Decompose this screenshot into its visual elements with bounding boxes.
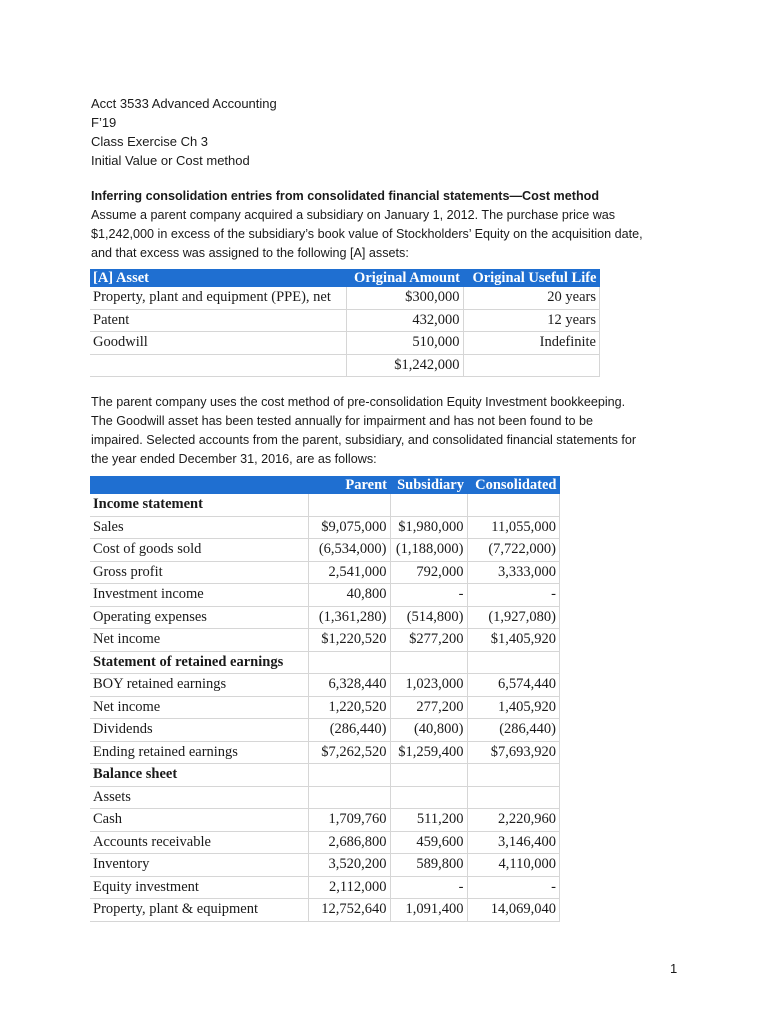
cell-value: 2,686,800 — [308, 831, 390, 854]
cell-value: - — [467, 876, 560, 899]
cell-value — [308, 764, 390, 787]
table-row — [90, 741, 560, 764]
row-label — [90, 354, 346, 377]
table-row — [90, 831, 560, 854]
asset-row — [90, 354, 600, 377]
cell-value: 12 years — [463, 309, 600, 332]
cell-value: - — [467, 584, 560, 607]
table-row — [90, 764, 560, 787]
table-row — [90, 854, 560, 877]
asset-row — [90, 287, 600, 309]
cell-value: 511,200 — [390, 809, 467, 832]
section-heading: Inferring consolidation entries from consolidated financial statements—Cost method — [91, 189, 600, 203]
cell-value: 1,023,000 — [390, 674, 467, 697]
table-row — [90, 494, 560, 516]
cell-value: 792,000 — [390, 561, 467, 584]
table-row — [90, 539, 560, 562]
cell-value: $1,242,000 — [346, 354, 463, 377]
row-label: Inventory — [90, 854, 308, 877]
intro-line: and that excess was assigned to the following [A] assets: — [91, 246, 409, 260]
cell-value: 589,800 — [390, 854, 467, 877]
asset-table — [90, 269, 600, 377]
row-label: Gross profit — [90, 561, 308, 584]
cell-value — [467, 651, 560, 674]
cell-value: 3,146,400 — [467, 831, 560, 854]
row-label: Income statement — [90, 494, 308, 516]
cell-value: $7,693,920 — [467, 741, 560, 764]
term: F’19 — [91, 115, 117, 130]
course-title: Acct 3533 Advanced Accounting — [91, 96, 277, 111]
cell-value: 4,110,000 — [467, 854, 560, 877]
cell-value: (1,361,280) — [308, 606, 390, 629]
desc-line: impaired. Selected accounts from the parent, subsidiary, and consolidated financial statements for — [91, 433, 637, 447]
row-label: Property, plant & equipment — [90, 899, 308, 922]
table-row — [90, 606, 560, 629]
cell-value: (7,722,000) — [467, 539, 560, 562]
cell-value — [308, 494, 390, 516]
table-row — [90, 899, 560, 922]
row-label: Dividends — [90, 719, 308, 742]
cell-value: 3,333,000 — [467, 561, 560, 584]
cell-value: 6,574,440 — [467, 674, 560, 697]
table-row — [90, 561, 560, 584]
table-row — [90, 651, 560, 674]
cell-value: $1,259,400 — [390, 741, 467, 764]
cell-value: 1,405,920 — [467, 696, 560, 719]
table-row — [90, 719, 560, 742]
cell-value — [390, 494, 467, 516]
cell-value — [463, 354, 600, 377]
cell-value: 459,600 — [390, 831, 467, 854]
row-label: Investment income — [90, 584, 308, 607]
exercise-title: Class Exercise Ch 3 — [91, 134, 209, 149]
asset-row — [90, 309, 600, 332]
table-row — [90, 629, 560, 652]
row-label: Cost of goods sold — [90, 539, 308, 562]
desc-line: The parent company uses the cost method of pre-consolidation Equity Investment bookkeeping. — [91, 395, 626, 409]
cell-value: - — [390, 876, 467, 899]
cell-value: 2,112,000 — [308, 876, 390, 899]
row-label: Accounts receivable — [90, 831, 308, 854]
desc-line: the year ended December 31, 2016, are as follows: — [91, 452, 377, 466]
cell-value: (6,534,000) — [308, 539, 390, 562]
row-label: Ending retained earnings — [90, 741, 308, 764]
cell-value: 277,200 — [390, 696, 467, 719]
table-row — [90, 674, 560, 697]
cell-value: 1,709,760 — [308, 809, 390, 832]
cell-value — [390, 786, 467, 809]
cell-value: 432,000 — [346, 309, 463, 332]
col-header-life: Original Useful Life — [463, 269, 600, 287]
col-header-amount: Original Amount — [346, 269, 463, 287]
row-label: Cash — [90, 809, 308, 832]
intro-line: $1,242,000 in excess of the subsidiary’s book value of Stockholders’ Equity on the acquisition date, — [91, 227, 643, 241]
cell-value: $1,980,000 — [390, 516, 467, 539]
description-paragraph — [91, 393, 691, 469]
cell-value: (1,927,080) — [467, 606, 560, 629]
row-label: BOY retained earnings — [90, 674, 308, 697]
col-header-parent: Parent — [308, 476, 390, 494]
cell-value — [308, 651, 390, 674]
cell-value: 40,800 — [308, 584, 390, 607]
cell-value: 11,055,000 — [467, 516, 560, 539]
cell-value: 2,541,000 — [308, 561, 390, 584]
desc-line: The Goodwill asset has been tested annually for impairment and has not been found to be — [91, 414, 593, 428]
cell-value: $1,405,920 — [467, 629, 560, 652]
cell-value — [467, 494, 560, 516]
cell-value: (1,188,000) — [390, 539, 467, 562]
col-header-account — [90, 476, 308, 494]
document-header — [91, 94, 277, 170]
row-label: Patent — [90, 309, 346, 332]
row-label: Net income — [90, 629, 308, 652]
row-label: Sales — [90, 516, 308, 539]
cell-value: $277,200 — [390, 629, 467, 652]
cell-value: - — [390, 584, 467, 607]
table-row — [90, 786, 560, 809]
row-label: Operating expenses — [90, 606, 308, 629]
row-label: Equity investment — [90, 876, 308, 899]
intro-line: Assume a parent company acquired a subsidiary on January 1, 2012. The purchase price was — [91, 208, 616, 222]
cell-value: 6,328,440 — [308, 674, 390, 697]
table-row — [90, 876, 560, 899]
cell-value: (286,440) — [467, 719, 560, 742]
col-header-subsidiary: Subsidiary — [390, 476, 467, 494]
cell-value: 12,752,640 — [308, 899, 390, 922]
financial-statements-table — [90, 476, 560, 922]
cell-value — [390, 651, 467, 674]
cell-value: $1,220,520 — [308, 629, 390, 652]
cell-value: 3,520,200 — [308, 854, 390, 877]
cell-value: $7,262,520 — [308, 741, 390, 764]
cell-value — [390, 764, 467, 787]
cell-value: 20 years — [463, 287, 600, 309]
asset-row — [90, 332, 600, 355]
cell-value: 14,069,040 — [467, 899, 560, 922]
cell-value: 510,000 — [346, 332, 463, 355]
row-label: Assets — [90, 786, 308, 809]
row-label: Net income — [90, 696, 308, 719]
col-header-consolidated: Consolidated — [467, 476, 560, 494]
row-label: Balance sheet — [90, 764, 308, 787]
cell-value — [467, 764, 560, 787]
table-row — [90, 696, 560, 719]
cell-value: Indefinite — [463, 332, 600, 355]
table-row — [90, 516, 560, 539]
cell-value: 1,220,520 — [308, 696, 390, 719]
table-row — [90, 584, 560, 607]
cell-value: 1,091,400 — [390, 899, 467, 922]
table-row — [90, 809, 560, 832]
cell-value: $300,000 — [346, 287, 463, 309]
cell-value — [467, 786, 560, 809]
cell-value — [308, 786, 390, 809]
page-number: 1 — [670, 961, 678, 976]
cell-value: (286,440) — [308, 719, 390, 742]
cell-value: $9,075,000 — [308, 516, 390, 539]
method-title: Initial Value or Cost method — [91, 153, 250, 168]
cell-value: (40,800) — [390, 719, 467, 742]
row-label: Statement of retained earnings — [90, 651, 308, 674]
intro-paragraph — [91, 187, 691, 263]
row-label: Property, plant and equipment (PPE), net — [90, 287, 346, 309]
col-header-asset: [A] Asset — [90, 269, 346, 287]
row-label: Goodwill — [90, 332, 346, 355]
cell-value: 2,220,960 — [467, 809, 560, 832]
cell-value: (514,800) — [390, 606, 467, 629]
